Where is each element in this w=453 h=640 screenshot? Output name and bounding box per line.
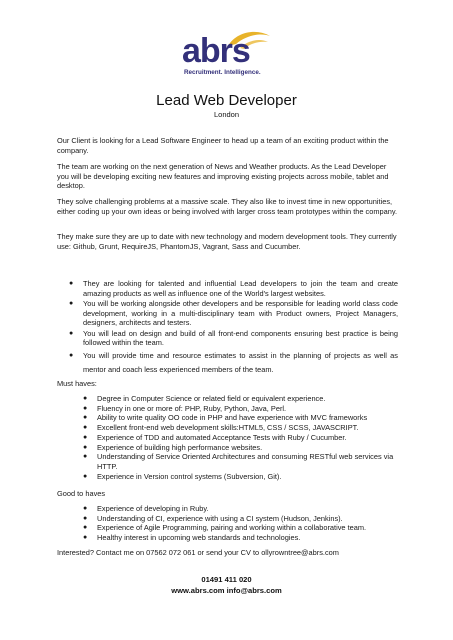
bullet-icon: ● [83,395,88,402]
bullet-icon: ● [83,404,88,412]
intro-paragraph-1: Our Client is looking for a Lead Software Engineer to head up a team of an exciting product within the company. [57,136,389,155]
bullet-icon: ● [83,453,88,461]
bullet-icon: ● [83,524,88,532]
bullet-icon: ● [83,433,88,441]
good-to-haves-list [83,504,397,543]
list-item: ● You will be working alongside other developers and be responsible for leading world class code development, working in a multi-disciplinary team with Product owners, Project Managers, designers, architects and testers. [69,298,398,328]
bullet-icon: ● [83,514,88,522]
list-item: ● You will provide time and resource estimates to assist in the planning of projects as well as mentor and coach less experienced members of the team. [69,350,398,375]
list-item: ● Excellent front-end web development skills:HTML5, CSS / SCSS, JAVASCRIPT. [83,423,359,433]
footer-web-email: www.abrs.com info@abrs.com [171,586,282,595]
intro-paragraph-3: They solve challenging problems at a massive scale. They also like to invest time in new opportunities, either coding up your own ideas or being involved with larger cross team prototypes within the company. [57,197,398,216]
list-item: ● Understanding of Service Oriented Architectures and consuming RESTful web services via HTTP. [83,452,394,471]
logo-tagline: Recruitment. Intelligence. [184,69,261,76]
list-item: ● Experience of Agile Programming, pairing and working within a collaborative team. [83,523,367,533]
bullet-icon: ● [69,329,74,337]
intro-paragraph-4: They make sure they are up to date with new technology and modern development tools. They currently use: Github, Grunt, RequireJS, PhantomJS, Vagrant, Sass and Cucumber. [57,232,397,251]
job-title: Lead Web Developer [156,92,297,109]
bullet-icon: ● [69,299,74,307]
responsibilities-list [69,279,398,378]
logo-wordmark: abrs [182,32,250,70]
list-item: ● Experience of developing in Ruby. [83,504,209,513]
good-to-haves-heading: Good to haves [57,489,106,498]
list-item: ● Fluency in one or more of: PHP, Ruby, Python, Java, Perl. [83,403,287,413]
bullet-icon: ● [83,424,88,432]
list-item: ● Understanding of CI, experience with using a CI system (Hudson, Jenkins). [83,513,343,523]
contact-line: Interested? Contact me on 07562 072 061 or send your CV to ollyrowntree@abrs.com [57,548,339,557]
list-item: ● Degree in Computer Science or related field or equivalent experience. [83,394,326,403]
bullet-icon: ● [69,280,74,287]
bullet-icon: ● [83,534,88,542]
list-item: ● Experience of TDD and automated Acceptance Tests with Ruby / Cucumber. [83,432,347,442]
list-item: ● Experience in Version control systems (Subversion, Git). [83,471,282,481]
list-item: ● Healthy interest in upcoming web standards and technologies. [83,533,301,543]
bullet-icon: ● [83,443,88,451]
bullet-icon: ● [83,472,88,480]
job-location: London [213,110,240,119]
bullet-icon: ● [83,505,88,512]
must-haves-heading: Must haves: [57,379,97,388]
intro-paragraph-2: The team are working on the next generation of News and Weather products. As the Lead Developer you will be developing exciting new features and improving existing projects across mobile, tablet and desktop. [57,162,389,191]
list-item: ● Ability to write quality OO code in PHP and have experience with MVC frameworks [83,413,368,423]
bullet-icon: ● [83,414,88,422]
must-haves-list [83,394,397,481]
list-item: ● You will lead on design and build of all front-end components ensuring best practice is being followed within the team. [69,328,398,348]
list-item: ● They are looking for talented and influential Lead developers to join the team and create amazing products as well as influence one of the World's largest websites. [69,279,398,298]
abrs-logo [182,28,274,80]
list-item: ● Experience of building high performance websites. [83,442,263,452]
footer-phone: 01491 411 020 [201,575,252,584]
bullet-icon: ● [69,351,74,359]
